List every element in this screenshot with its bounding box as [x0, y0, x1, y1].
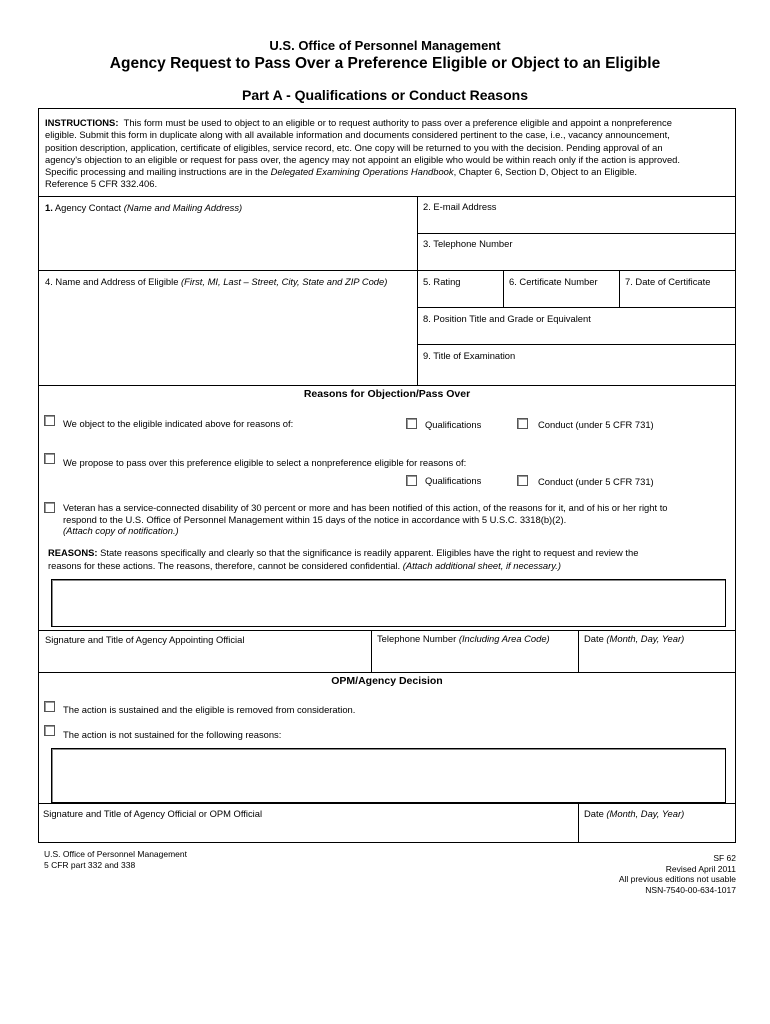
reasons-textarea[interactable] [51, 579, 726, 627]
field-email-label: 2. E-mail Address [423, 201, 497, 212]
editions-note: All previous editions not usable [618, 874, 736, 885]
telephone-area-code-label: Telephone Number (Including Area Code) [377, 633, 550, 644]
object-checkbox[interactable] [44, 415, 55, 426]
footer-right [619, 853, 736, 895]
revision-date: Revised April 2011 [665, 863, 736, 874]
form-body [38, 108, 736, 843]
instructions-line-5a: Specific processing and mailing instructions are in the [45, 166, 269, 178]
propose-text: We propose to pass over this preference eligible to select a nonpreference eligible for reasons of: [63, 457, 467, 468]
instructions-line-4: agency's objection to an eligible or request for pass over, the agency may not appoint an eligible who would be within reach only if the action is approved. [45, 153, 680, 165]
footer-left [44, 849, 187, 870]
attach-sheet-note: (Attach additional sheet, if necessary.) [402, 559, 561, 571]
field-certificate-date-label: 7. Date of Certificate [625, 276, 711, 287]
field-exam-title-label: 9. Title of Examination [423, 350, 516, 361]
part-title: Part A - Qualifications or Conduct Reasons [241, 87, 528, 103]
field-agency-contact-label: 1. Agency Contact (Name and Mailing Address) [45, 202, 243, 213]
form-title: Agency Request to Pass Over a Preference Eligible or Object to an Eligible [109, 55, 661, 72]
instructions [45, 117, 731, 191]
veteran-line-1: Veteran has a service-connected disability of 30 percent or more and has been notified of this action, of the reasons for it, and of his or her right to [63, 502, 668, 513]
object-qualifications-checkbox[interactable] [406, 418, 417, 429]
reasons-heading: Reasons for Objection/Pass Over [303, 388, 471, 400]
date-label-2: Date (Month, Day, Year) [584, 808, 685, 819]
footer-agency: U.S. Office of Personnel Management [44, 849, 188, 859]
field-rating-label: 5. Rating [423, 276, 461, 287]
footer-cfr: 5 CFR part 332 and 338 [44, 859, 136, 870]
propose-checkbox[interactable] [44, 453, 55, 464]
agency-name: U.S. Office of Personnel Management [269, 38, 501, 53]
instructions-line-2: eligible. Submit this form in duplicate along with all available information and documents considered pertinent to the case, i.e., vacancy announcement, [45, 129, 670, 141]
instructions-line-6: Reference 5 CFR 332.406. [45, 178, 158, 190]
reasons-line-1: State reasons specifically and clearly so that the significance is readily apparent. Eligibles have the right to request and review the [100, 547, 639, 558]
field-telephone-label: 3. Telephone Number [423, 238, 513, 249]
propose-conduct-label: Conduct (under 5 CFR 731) [538, 476, 654, 487]
date-label-1: Date (Month, Day, Year) [584, 633, 685, 644]
propose-qualifications-label: Qualifications [425, 475, 482, 486]
object-qualifications-label: Qualifications [425, 419, 482, 430]
handbook-title: Delegated Examining Operations Handbook [270, 166, 454, 178]
sustained-text: The action is sustained and the eligible is removed from consideration. [63, 704, 356, 715]
reasons-instructions [48, 547, 638, 572]
field-position-title-label: 8. Position Title and Grade or Equivalent [423, 313, 591, 324]
field-eligible-name-label: 4. Name and Address of Eligible (First, MI, Last – Street, City, State and ZIP Code) [45, 276, 388, 287]
veteran-text [63, 502, 668, 537]
instructions-line-5c: , Chapter 6, Section D, Object to an Eligible. [453, 166, 638, 178]
field-certificate-number-label: 6. Certificate Number [509, 276, 598, 287]
veteran-line-2: respond to the U.S. Office of Personnel Management within 15 days of the notice in accordance with 5 U.S.C. 3318(b)(2). [63, 513, 567, 525]
propose-qualifications-checkbox[interactable] [406, 475, 417, 486]
object-conduct-label: Conduct (under 5 CFR 731) [538, 419, 654, 430]
object-conduct-checkbox[interactable] [517, 418, 528, 429]
reasons-line-2: reasons for these actions. The reasons, therefore, cannot be considered confidential. [48, 559, 401, 571]
instructions-line-3: position description, application, certificate of eligibles, service record, etc. One copy will be returned to you with the decision. Pending approval of an [45, 141, 663, 153]
instructions-label: INSTRUCTIONS: [45, 117, 119, 128]
nsn-number: NSN-7540-00-634-1017 [645, 884, 736, 895]
decision-reasons-textarea[interactable] [51, 748, 726, 803]
object-text: We object to the eligible indicated above for reasons of: [63, 418, 294, 429]
form-number: SF 62 [713, 853, 736, 863]
not-sustained-checkbox[interactable] [44, 725, 55, 736]
signature-opm-official-label: Signature and Title of Agency Official or OPM Official [43, 808, 263, 819]
reasons-label: REASONS: [48, 547, 98, 558]
sustained-checkbox[interactable] [44, 701, 55, 712]
propose-conduct-checkbox[interactable] [517, 475, 528, 486]
not-sustained-text: The action is not sustained for the following reasons: [63, 729, 282, 740]
decision-heading: OPM/Agency Decision [331, 675, 443, 687]
signature-appointing-official-label: Signature and Title of Agency Appointing Official [45, 634, 245, 645]
veteran-line-3: (Attach copy of notification.) [63, 525, 179, 536]
veteran-checkbox[interactable] [44, 502, 55, 513]
instructions-line-1: This form must be used to object to an eligible or to request authority to pass over a preference eligible and appoint a nonpreference [123, 117, 672, 128]
